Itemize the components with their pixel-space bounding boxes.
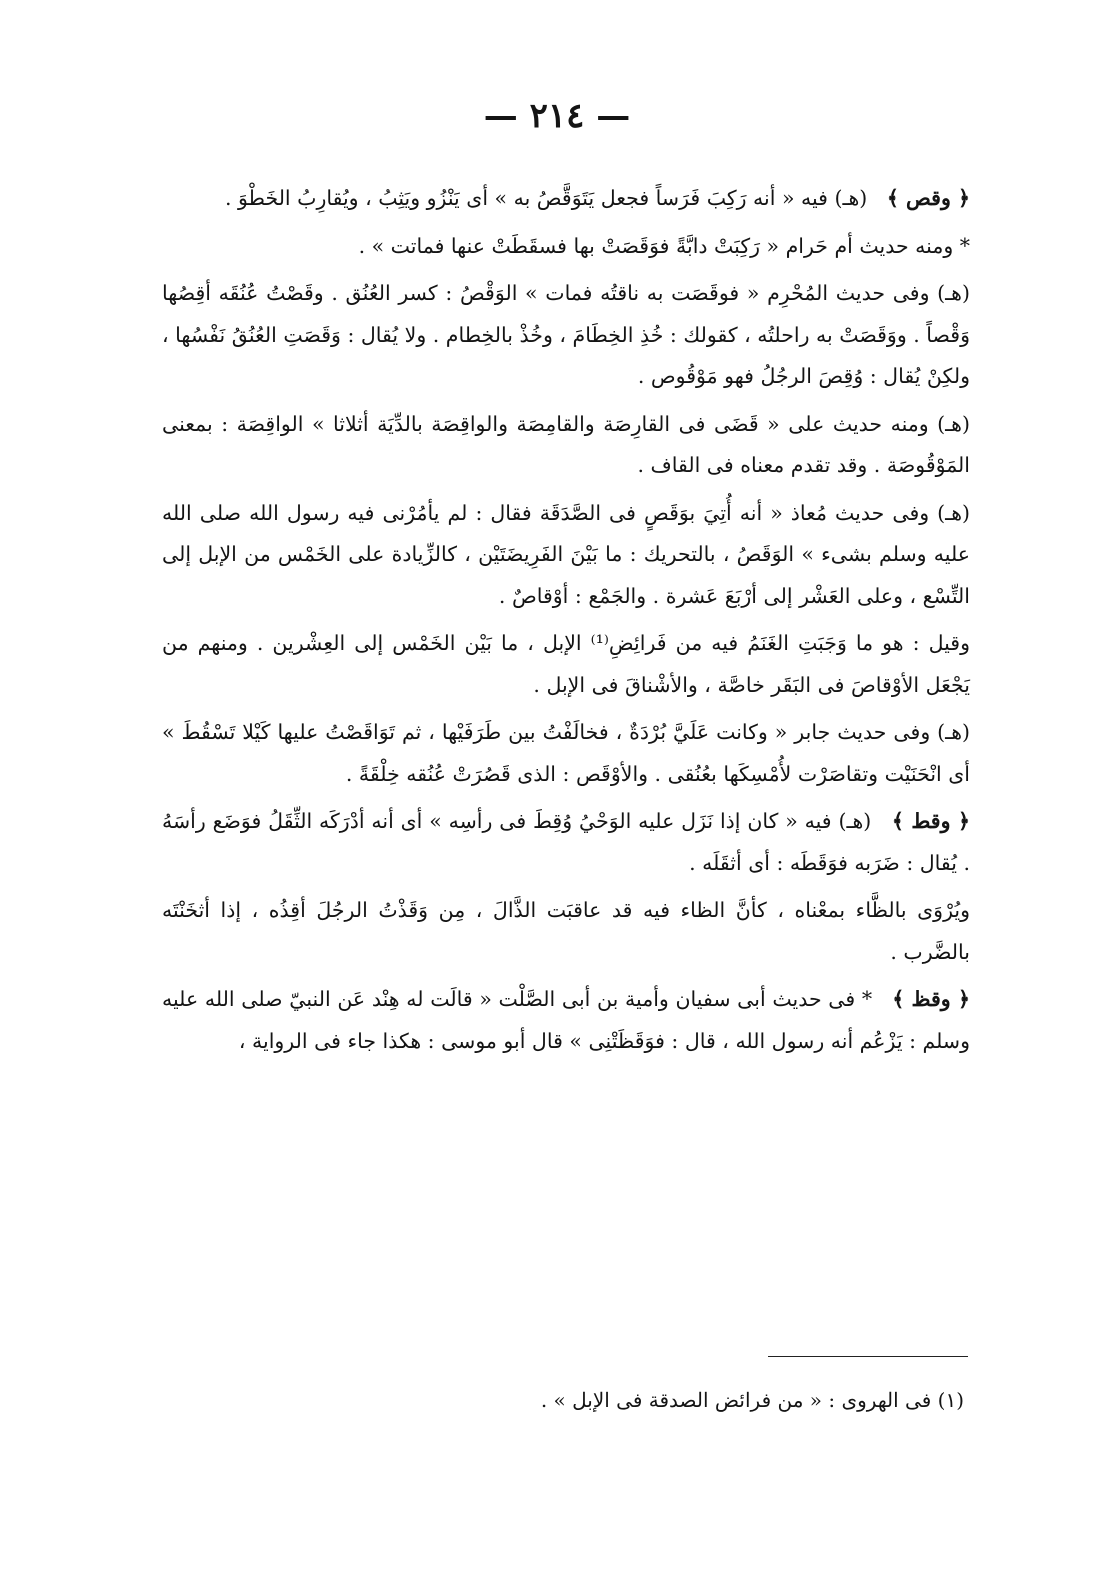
paragraph-text: (هـ) فيه « كان إذا نَزَل عليه الوَحْيُ وُقِطَ فى رأسِه » أى أنه أدْرَكَه الثِّقَلُ فوَضَع رأسَهُ . يُقال : ضَرَبه فوَقَطَه : أى أثقَلَه . (162, 809, 970, 875)
paragraph (162, 623, 970, 706)
paragraph-text: (هـ) وفى حديث مُعاذ « أنه أُتِيَ بوَقَصٍ فى الصَّدَقَة فقال : لم يأمُرْنى فيه رسول الله صلى الله عليه وسلم بشىء » الوَقَصُ ، بالتحريك : ما بَيْنَ الفَرِيضَتَيْن ، كالزِّيادة على الخَمْس من الإبل إلى التِّسْع ، وعلى العَشْر إلى أرْبَعَ عَشرة . والجَمْع : أوْقاصٌ . (162, 500, 970, 608)
entry-headword: ﴿ وقظ ﴾ (892, 987, 970, 1011)
paragraph (162, 890, 970, 973)
paragraph (162, 493, 970, 618)
paragraph (162, 226, 970, 268)
footnote: (١) فى الهروى : « من فرائض الصدقة فى الإبل » . (540, 1388, 964, 1412)
paragraph-text: * فى حديث أبى سفيان وأمية بن أبى الصَّلْت « قالَت له هِنْد عَن النبيّ صلى الله عليه وسلم : يَزْعُم أنه رسول الله ، قال : فوَقَظَتْنِى » قال أبو موسى : هكذا جاء فى الرواية ، (162, 987, 970, 1053)
paragraph-text: ويُرْوَى بالظَّاء بمعْناه ، كأنَّ الظاء فيه قد عاقبَت الذَّالَ ، مِن وَقَذْتُ الرجُلَ أقِذُه ، إذا أثخَنْتَه بالضَّرب . (162, 898, 970, 964)
paragraph-text: وقيل : هو ما وَجَبَتِ الغَنَمُ فيه من فَرائِضِ⁽¹⁾ الإبل ، ما بَيْن الخَمْس إلى العِشْرين . ومنهم من يَجْعَل الأوْقاصَ فى البَقَر خاصَّة ، والأشْناقَ فى الإبل . (162, 631, 970, 697)
paragraph-text: (هـ) فيه « أنه رَكِبَ فَرَساً فجعل يَتَوَقَّصُ به » أى يَنْزُو ويَثِبُ ، ويُقارِبُ الخَطْوَ . (225, 186, 868, 210)
paragraph (162, 712, 970, 795)
paragraph-text: (هـ) وفى حديث المُحْرِم « فوقَصَت به ناقتُه فمات » الوَقْصُ : كسر العُنُق . وقَصْتُ عُنُقَه أقِصُها وَقْصاً . ووَقَصَتْ به راحلتُه ، كقولك : خُذِ الخِطَامَ ، وخُذْ بالخِطام . ولا يُقال : وَقَصَتِ العُنُقُ نَفْسُها ، ولكِنْ يُقال : وُقِصَ الرجُلُ فهو مَوْقُوص . (162, 281, 970, 388)
paragraph-text: (هـ) ومنه حديث على « قَضَى فى القارِصَة والقامِصَة والواقِصَة بالدِّيَة أثلاثا » الواقِصَة : بمعنى المَوْقُوصَة . وقد تقدم معناه فى القاف . (162, 411, 970, 477)
page-number: — ٢١٤ — (483, 96, 631, 136)
dictionary-entries (162, 178, 970, 1068)
paragraph-text: * ومنه حديث أم حَرام « رَكِبَتْ دابَّةً فوَقَصَتْ بها فسقَطَتْ عنها فماتت » . (358, 233, 970, 258)
paragraph (162, 178, 970, 220)
paragraph (162, 801, 970, 884)
entry-headword: ﴿ وقط ﴾ (891, 809, 970, 833)
paragraph (162, 404, 970, 487)
entry-headword: ﴿ وقص ﴾ (886, 186, 970, 210)
paragraph (162, 979, 970, 1062)
paragraph-text: (هـ) وفى حديث جابر « وكانت عَلَيَّ بُرْدَةٌ ، فخالَفْتُ بين طَرَفَيْها ، ثم تَوَاقَصْتُ عليها كَيْلا تَسْقُطَ » أى انْحَنَيْت وتقاصَرْت لأُمْسِكَها بعُنُقى . والأوْقَص : الذى قَصُرَتْ عُنُقه خِلْقَةً . (162, 720, 970, 786)
paragraph (162, 273, 970, 398)
footnote-divider (768, 1356, 968, 1357)
